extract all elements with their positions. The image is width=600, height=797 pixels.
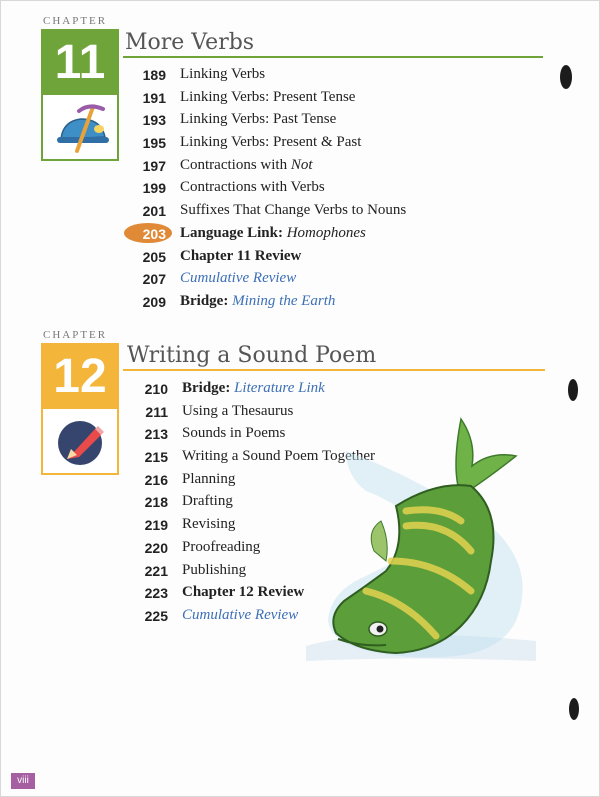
entry-text: Planning: [182, 470, 236, 487]
entry-title: [182, 403, 293, 420]
entry-title: [180, 89, 355, 106]
entry-text: Drafting: [182, 493, 233, 510]
page-folio: viii: [11, 773, 35, 789]
page-number: 209: [142, 293, 166, 310]
entry-link-text: Cumulative Review: [182, 606, 299, 623]
toc-entry: [136, 155, 556, 178]
entry-title: [180, 202, 406, 219]
entry-title: [182, 493, 233, 510]
page-number: 220: [144, 539, 168, 556]
toc-entry: [136, 64, 556, 87]
entry-text: Sounds in Poems: [182, 425, 286, 442]
entry-text: Linking Verbs: Present & Past: [180, 134, 362, 151]
entry-bold-text: Language Link:: [180, 224, 283, 241]
entry-link-text: Cumulative Review: [180, 270, 297, 287]
page-number: 205: [142, 248, 166, 265]
toc-entry: [136, 200, 556, 223]
toc-entry: [136, 177, 556, 200]
page-number: 211: [145, 403, 168, 420]
chapter-12-title: Writing a Sound Poem: [127, 343, 377, 368]
toc-entry: [136, 87, 556, 110]
entry-bold-text: Chapter 12 Review: [182, 584, 305, 601]
chapter-11-rule: [123, 56, 543, 58]
entry-text: Contractions with Verbs: [180, 179, 325, 196]
toc-entry: [136, 291, 556, 314]
toc-entry: [136, 109, 556, 132]
page-number: 207: [142, 271, 166, 288]
page-number: 213: [144, 426, 168, 443]
entry-text: Revising: [182, 516, 236, 533]
page-number: 225: [144, 607, 168, 624]
entry-text: Contractions with: [180, 156, 288, 173]
entry-bold-text: Bridge:: [180, 292, 229, 309]
toc-entry: [136, 246, 556, 269]
fish-illustration: [286, 411, 556, 691]
chapter-11-entries: [136, 64, 556, 314]
page-number: 215: [144, 449, 168, 466]
chapter-12-badge: [41, 343, 119, 475]
page-number: 201: [142, 203, 166, 220]
entry-text: Linking Verbs: Present Tense: [180, 88, 356, 105]
pencil-icon: [43, 409, 117, 473]
page-number: 221: [144, 562, 168, 579]
entry-bold-text: Bridge:: [182, 380, 231, 396]
page-number: 195: [142, 135, 166, 152]
chapter-12-rule: [123, 369, 545, 371]
chapter-11-title: More Verbs: [125, 30, 255, 55]
entry-title: [182, 380, 325, 397]
entry-title: [180, 293, 335, 310]
entry-text: Writing a Sound Poem Together: [182, 448, 376, 465]
page-number: 193: [142, 112, 166, 129]
binder-hole: [568, 379, 578, 401]
entry-italic-text: Not: [290, 156, 313, 173]
toc-entry: [136, 268, 556, 291]
entry-title: [182, 539, 260, 556]
entry-title: [180, 66, 265, 83]
entry-text: Publishing: [182, 561, 247, 578]
chapter-11-label: CHAPTER: [43, 15, 108, 27]
page-number: 216: [144, 471, 168, 488]
entry-text: Suffixes That Change Verbs to Nouns: [180, 202, 407, 219]
entry-link-text: Literature Link: [234, 380, 325, 396]
entry-title: [180, 270, 296, 287]
entry-title: [182, 425, 285, 442]
page-number: 189: [142, 67, 166, 83]
entry-bold-text: Chapter 11 Review: [180, 247, 302, 264]
page-number: 191: [142, 89, 166, 106]
toc-entry: [138, 378, 558, 401]
binder-hole: [569, 698, 579, 720]
entry-title: [180, 111, 336, 128]
page-number: 218: [144, 494, 168, 511]
entry-title: [182, 562, 246, 579]
entry-text: Linking Verbs: Past Tense: [180, 111, 337, 128]
entry-title: [182, 471, 235, 488]
entry-text: Proofreading: [182, 538, 261, 555]
page-number: 197: [142, 157, 166, 174]
page-number: 223: [144, 585, 168, 602]
entry-title: [180, 134, 361, 151]
toc-entry: [136, 132, 556, 155]
page-number: 219: [144, 517, 168, 534]
page-number: 210: [144, 381, 168, 397]
binder-hole: [560, 65, 572, 89]
entry-title: [180, 225, 366, 242]
entry-title: [180, 157, 313, 174]
entry-title: [180, 179, 325, 196]
entry-link-text: Mining the Earth: [232, 292, 336, 309]
entry-title: [180, 248, 301, 265]
chapter-11-badge: [41, 29, 119, 161]
chapter-12-label: CHAPTER: [43, 329, 108, 341]
entry-title: [182, 516, 235, 533]
page-number: 199: [142, 180, 166, 197]
entry-text: Using a Thesaurus: [182, 402, 294, 419]
chapter-11-number: 11: [43, 31, 117, 95]
page-number: 203: [142, 225, 166, 242]
entry-title: [182, 607, 298, 624]
toc-entry: [136, 223, 556, 246]
entry-text: Linking Verbs: [180, 66, 266, 82]
entry-italic-text: Homophones: [286, 224, 366, 241]
miner-helmet-pickaxe-icon: [43, 95, 117, 159]
chapter-12-number: 12: [43, 345, 117, 409]
